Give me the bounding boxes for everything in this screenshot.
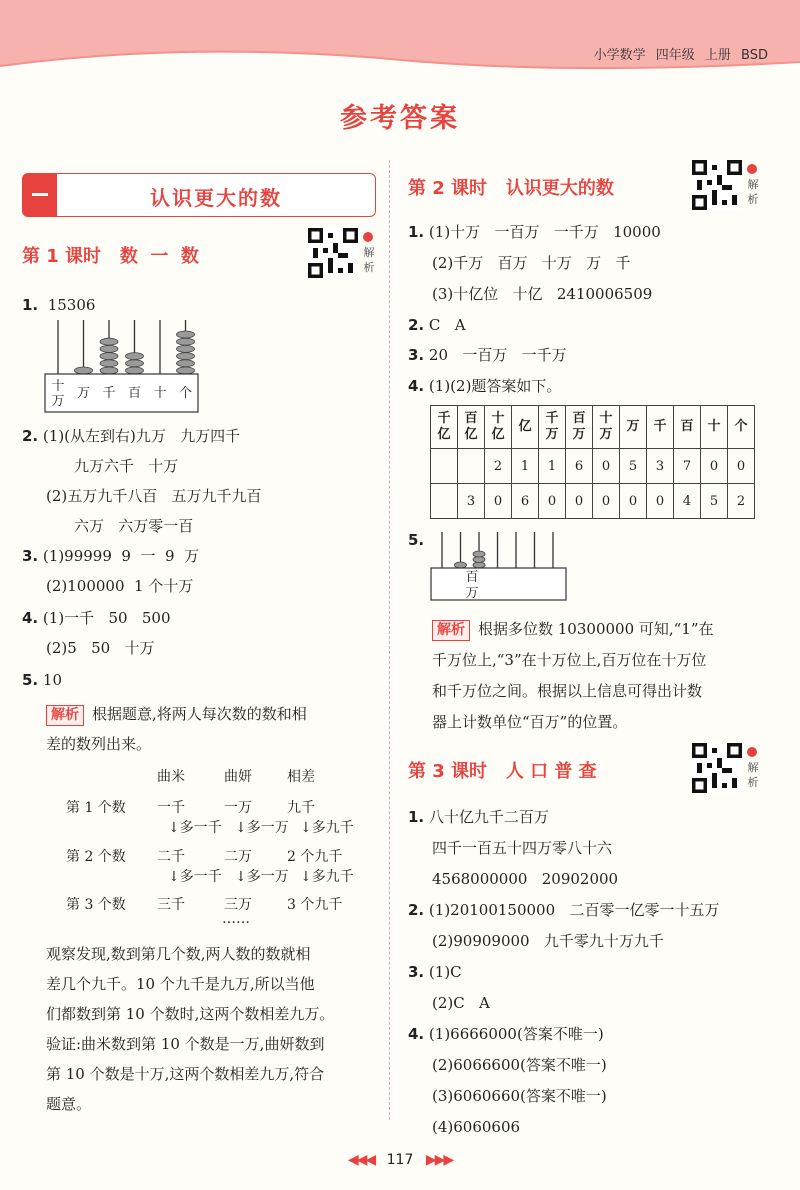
conclusion-line: 第 10 个数是十万,这两个数相差九万,符合 — [46, 1065, 325, 1083]
conclusion-line: 差几个九千。10 个九千是九万,所以当他 — [46, 975, 315, 993]
jiexi-tag: 解析 — [432, 620, 470, 641]
conclusion-line: 们都数到第 10 个数时,这两个数相差九万。 — [46, 1005, 335, 1023]
explain-2-line-2: 千万位上,“3”在十万位上,百万位在十万位 — [432, 651, 707, 669]
abacus-bead — [177, 338, 195, 345]
abacus-bead — [177, 331, 195, 338]
table-header-cell: 十 万 — [593, 406, 620, 449]
play-icon — [363, 232, 373, 242]
qr-code-icon[interactable] — [692, 743, 742, 793]
jiexi-tag: 解析 — [46, 705, 84, 726]
diagram-step: ↓多一万 — [235, 820, 289, 836]
diagram-header-qumi: 曲米 — [157, 769, 185, 785]
q4-line-1: 4. (1)一千 50 500 — [22, 609, 171, 627]
table-cell: 1 — [512, 449, 539, 484]
table-cell: 0 — [539, 484, 566, 519]
abacus-bead — [126, 353, 144, 360]
l3-q4-line-3: (3)6060660(答案不唯一) — [432, 1087, 607, 1105]
diagram-cell: 二万 — [224, 849, 252, 865]
table-row — [431, 484, 755, 519]
place-value-table — [430, 405, 755, 519]
diagram-ellipsis: …… — [222, 911, 250, 927]
table-cell: 4 — [674, 484, 701, 519]
table-cell: 2 — [728, 484, 755, 519]
qr-label: 解析 — [747, 178, 759, 206]
q2-line-3: (2)五万九千八百 五万九千九百 — [46, 487, 262, 505]
r-q1-line-3: (3)十亿位 十亿 2410006509 — [432, 285, 653, 303]
column-divider — [389, 160, 390, 1120]
page-footer — [0, 1152, 800, 1168]
abacus-bead — [473, 551, 485, 557]
section-number-one — [23, 174, 57, 216]
abacus-bead — [126, 367, 144, 374]
r-q1-line-2: (2)千万 百万 十万 万 千 — [432, 254, 631, 272]
play-icon — [747, 164, 757, 174]
l3-q4-line-1: 4. (1)6666000(答案不唯一) — [408, 1025, 604, 1043]
table-cell: 0 — [485, 484, 512, 519]
table-header-cell: 十 — [701, 406, 728, 449]
table-cell: 1 — [539, 449, 566, 484]
conclusion-line: 题意。 — [46, 1095, 92, 1113]
r-q5: 5. — [408, 531, 425, 549]
diagram-cell: 三千 — [157, 897, 185, 913]
qr-code-icon[interactable] — [692, 160, 742, 210]
diagram-cell: 九千 — [287, 800, 315, 816]
table-header-cell: 千 — [647, 406, 674, 449]
next-arrows-icon: ▶▶▶ — [425, 1152, 453, 1168]
abacus-bead — [100, 353, 118, 360]
table-cell — [431, 449, 458, 484]
explain-1-line-1: 解析 根据题意,将两人每次数的数和相 — [46, 704, 307, 726]
abacus-bead — [177, 353, 195, 360]
diagram-step: ↓多九千 — [300, 869, 354, 885]
qr-label: 解析 — [747, 761, 759, 789]
table-header-cell: 百 — [674, 406, 701, 449]
play-icon — [747, 747, 757, 757]
q3-line-2: (2)100000 1 个十万 — [46, 577, 194, 595]
abacus-bead — [177, 345, 195, 352]
prev-arrows-icon: ◀◀◀ — [347, 1152, 375, 1168]
diagram-step: ↓多九千 — [300, 820, 354, 836]
abacus-label: 个 — [178, 386, 192, 401]
table-cell: 0 — [620, 484, 647, 519]
abacus-bead — [473, 562, 485, 568]
l3-q1-line-3: 4568000000 20902000 — [432, 870, 619, 888]
diagram-cell: 三万 — [224, 897, 252, 913]
l3-q4-line-4: (4)6060606 — [432, 1118, 521, 1136]
abacus-1-labels — [44, 376, 200, 412]
diagram-cell: 二千 — [157, 849, 185, 865]
explain-1-line-2: 差的数列出来。 — [46, 735, 152, 753]
q2-line-1: 2. (1)(从左到右)九万 九万四千 — [22, 427, 241, 445]
table-cell: 0 — [701, 449, 728, 484]
lesson-1-title: 第 1 课时 数 一 数 — [22, 246, 199, 267]
l3-q1-line-2: 四千一百五十四万零八十六 — [432, 839, 613, 857]
table-header-cell: 万 — [620, 406, 647, 449]
q1: 1. 15306 — [22, 296, 96, 314]
abacus-label: 百 — [127, 386, 141, 401]
qr-label: 解析 — [363, 246, 375, 274]
abacus-bead — [100, 360, 118, 367]
explain-2-line-4: 器上计数单位“百万”的位置。 — [432, 713, 628, 731]
abacus-label: 万 — [76, 386, 90, 401]
explain-2-line-1: 解析 根据多位数 10300000 可知,“1”在 — [432, 619, 714, 641]
table-cell: 0 — [593, 484, 620, 519]
table-header-cell: 千 亿 — [431, 406, 458, 449]
conclusion-line: 验证:曲米数到第 10 个数是一万,曲妍数到 — [46, 1035, 325, 1053]
diagram-cell: 3 个九千 — [287, 897, 343, 913]
table-cell: 0 — [593, 449, 620, 484]
diagram-step: ↓多一千 — [168, 820, 222, 836]
abacus-label: 千 — [102, 386, 116, 401]
page-title: 参考答案 — [340, 103, 460, 134]
diagram-cell: 一万 — [224, 800, 252, 816]
table-header-cell: 千 万 — [539, 406, 566, 449]
table-cell — [431, 484, 458, 519]
diagram-row-label: 第 3 个数 — [66, 897, 126, 913]
q2-line-2: 九万六千 十万 — [74, 457, 179, 475]
diagram-row-label: 第 1 个数 — [66, 800, 126, 816]
r-q2: 2. C A — [408, 316, 466, 334]
conclusion-line: 观察发现,数到第几个数,两人数的数就相 — [46, 945, 311, 963]
table-header-cell: 百 万 — [566, 406, 593, 449]
l3-q2-line-2: (2)90909000 九千零九十万九千 — [432, 932, 664, 950]
diagram-header-diff: 相差 — [287, 769, 315, 785]
table-cell: 5 — [620, 449, 647, 484]
table-cell: 3 — [458, 484, 485, 519]
table-cell: 6 — [512, 484, 539, 519]
r-q1-line-1: 1. (1)十万 一百万 一千万 10000 — [408, 223, 661, 241]
table-header-cell: 亿 — [512, 406, 539, 449]
diagram-step: ↓多一千 — [168, 869, 222, 885]
l3-q1-line-1: 1. 八十亿九千二百万 — [408, 808, 549, 826]
abacus-bead — [100, 345, 118, 352]
table-cell — [458, 449, 485, 484]
abacus-bead — [177, 367, 195, 374]
table-cell: 5 — [701, 484, 728, 519]
l3-q2-line-1: 2. (1)20100150000 二百零一亿零一十五万 — [408, 901, 720, 919]
q4-line-2: (2)5 50 十万 — [46, 639, 155, 657]
diagram-header-quyan: 曲妍 — [224, 769, 252, 785]
l3-q3-line-1: 3. (1)C — [408, 963, 462, 981]
header-text: 小学数学 四年级 上册 BSD — [593, 48, 768, 63]
abacus-bead — [455, 562, 467, 568]
l3-q4-line-2: (2)6066600(答案不唯一) — [432, 1056, 607, 1074]
table-cell: 2 — [485, 449, 512, 484]
lesson-2-title: 第 2 课时 认识更大的数 — [408, 178, 614, 199]
table-cell: 0 — [647, 484, 674, 519]
table-cell: 0 — [566, 484, 593, 519]
q2-line-4: 六万 六万零一百 — [74, 517, 194, 535]
diagram-cell: 2 个九千 — [287, 849, 343, 865]
q3-line-1: 3. (1)99999 9 一 9 万 — [22, 547, 200, 565]
section-title: 认识更大的数 — [150, 186, 282, 210]
explain-2-line-3: 和千万位之间。根据以上信息可得出计数 — [432, 682, 703, 700]
diagram-step: ↓多一万 — [235, 869, 289, 885]
abacus-bead — [473, 557, 485, 563]
table-header-cell: 个 — [728, 406, 755, 449]
section-banner — [22, 173, 376, 217]
abacus-label: 十万 — [51, 379, 65, 409]
abacus-bead — [177, 360, 195, 367]
table-cell: 6 — [566, 449, 593, 484]
table-row — [431, 449, 755, 484]
abacus-bead — [126, 360, 144, 367]
table-cell: 7 — [674, 449, 701, 484]
table-cell: 3 — [647, 449, 674, 484]
table-header-cell: 十 亿 — [485, 406, 512, 449]
lesson-3-title: 第 3 课时 人 口 普 查 — [408, 761, 597, 782]
q5: 5. 10 — [22, 671, 63, 689]
abacus-diagram-2 — [430, 528, 568, 602]
table-header-cell: 百 亿 — [458, 406, 485, 449]
abacus-label: 十 — [153, 386, 167, 401]
diagram-cell: 一千 — [157, 800, 185, 816]
page-number: 117 — [386, 1152, 414, 1168]
qr-code-icon[interactable] — [308, 228, 358, 278]
l3-q3-line-2: (2)C A — [432, 994, 490, 1012]
abacus-2-label: 百万 — [465, 570, 479, 601]
r-q4: 4. (1)(2)题答案如下。 — [408, 377, 562, 395]
abacus-bead — [100, 338, 118, 345]
abacus-bead — [100, 367, 118, 374]
diagram-row-label: 第 2 个数 — [66, 849, 126, 865]
abacus-bead — [75, 367, 93, 374]
table-cell: 0 — [728, 449, 755, 484]
r-q3: 3. 20 一百万 一千万 — [408, 346, 567, 364]
